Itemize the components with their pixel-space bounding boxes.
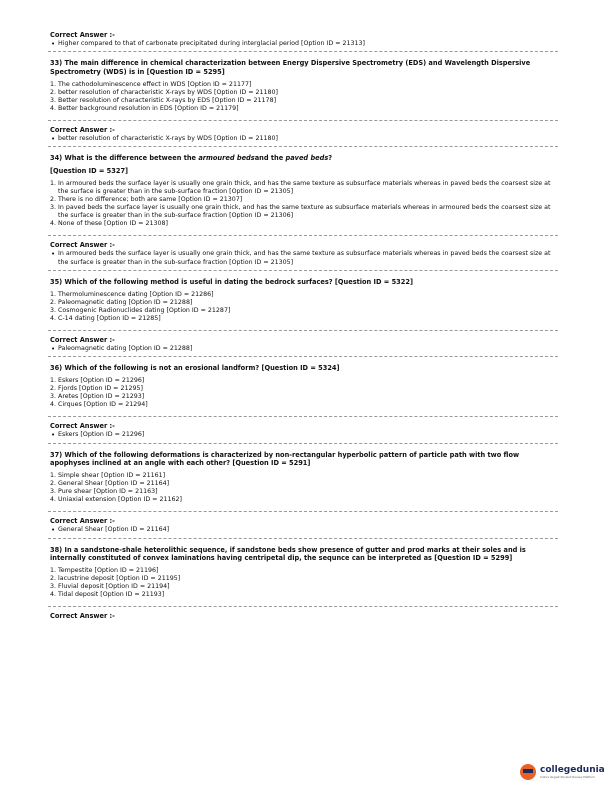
option-item: 2. There is no difference; both are same [Option ID = 21307] [50, 195, 243, 203]
question-block-38 [48, 539, 558, 607]
answer-block-34 [48, 236, 558, 270]
question-paper-page [48, 26, 558, 623]
option-item: 3. Better resolution of characteristic X-rays by EDS [Option ID = 21178] [50, 96, 277, 104]
option-item: 1. In armoured beds the surface layer is usually one grain thick, and has the same texture as subsurface materials whereas in paved beds the coarsest size at the surface is greater than in the sub-surface fraction [Option ID = 21305] [50, 179, 551, 195]
question-text-emphasis: armoured beds [198, 154, 255, 163]
question-block-34 [48, 147, 558, 235]
correct-answer-label: Correct Answer :- [50, 335, 115, 344]
option-item: 4. Better background resolution in EDS [Option ID = 21179] [50, 104, 239, 112]
options-list [50, 567, 556, 599]
logo-tagline: India's largest Student Review Platform [540, 775, 596, 779]
answer-block-32 [48, 26, 558, 51]
correct-answer-label: Correct Answer :- [50, 517, 115, 526]
option-item: 4. None of these [Option ID = 21308] [50, 220, 168, 228]
option-item: 4. Tidal deposit [Option ID = 21193] [50, 591, 165, 599]
option-item: 1. Eskers [Option ID = 21296] [50, 376, 145, 384]
correct-answer-text: • better resolution of characteristic X-rays by WDS [Option ID = 21180] [50, 135, 556, 143]
question-block-37 [48, 444, 558, 512]
option-item: 3. Pure shear [Option ID = 21163] [50, 488, 158, 496]
correct-answer-label: Correct Answer :- [50, 422, 115, 431]
option-item: 2. Paleomagnetic dating [Option ID = 21288] [50, 298, 193, 306]
question-id: [Question ID = 5327] [50, 166, 129, 175]
correct-answer-label: Correct Answer :- [50, 31, 115, 39]
option-item: 4. Cirques [Option ID = 21294] [50, 401, 148, 409]
option-item: 4. Uniaxial extension [Option ID = 21162] [50, 496, 182, 504]
question-block-36 [48, 357, 558, 416]
correct-answer-text: • General Shear [Option ID = 21164] [50, 526, 556, 534]
question-text: 36) Which of the following is not an erosional landform? [Question ID = 5324] [50, 364, 340, 373]
options-list [50, 291, 556, 323]
question-text-part: and the [254, 154, 286, 163]
correct-answer-label: Correct Answer :- [50, 125, 115, 134]
logo-name: collegedunia [540, 765, 605, 775]
options-list [50, 81, 556, 113]
question-text: 33) The main difference in chemical characterization between Energy Dispersive Spectrometry (EDS) and Wavelength Dispersive Spectrometry (WDS) is in [Question ID = 5295] [50, 59, 531, 76]
correct-answer-text: • Higher compared to that of carbonate precipitated during interglacial period [Option ID = 21313] [50, 40, 556, 48]
correct-answer-text: • In armoured beds the surface layer is usually one grain thick, and has the same texture as subsurface materials whereas in paved beds the coarsest size at the surface is greater than in the sub-surface fraction [Option ID = 21305] [50, 250, 556, 267]
question-text: 35) Which of the following method is useful in dating the bedrock surfaces? [Question ID = 5322] [50, 277, 413, 286]
correct-answer-text: • Eskers [Option ID = 21296] [50, 431, 556, 439]
question-text-emphasis: paved beds [285, 154, 329, 163]
option-item: 3. In paved beds the surface layer is usually one grain thick, and has the same texture as subsurface materials whereas in armoured beds the coarsest size at the surface is greater than in the sub-surface fraction [Option ID = 21306] [50, 203, 551, 219]
collegedunia-logo [520, 764, 605, 780]
answer-block-35 [48, 331, 558, 356]
answer-block-36 [48, 417, 558, 442]
options-list [50, 180, 556, 229]
answer-block-37 [48, 512, 558, 537]
question-block-33 [48, 52, 558, 120]
correct-answer-text: • Paleomagnetic dating [Option ID = 21288] [50, 345, 556, 353]
correct-answer-label: Correct Answer :- [50, 241, 115, 250]
option-item: 3. Fluvial deposit [Option ID = 21194] [50, 583, 170, 591]
option-item: 1. Thermoluminescence dating [Option ID = 21286] [50, 290, 214, 298]
question-text: 37) Which of the following deformations is characterized by non-rectangular hyperbolic pattern of particle path with two flow apophyses inclined at an angle with each other? [Question ID = 5291] [50, 450, 520, 468]
option-item: 2. General Shear [Option ID = 21164] [50, 479, 170, 487]
option-item: 1. The cathodoluminescence effect in WDS [Option ID = 21177] [50, 80, 252, 88]
option-item: 3. Cosmogenic Radionuclides dating [Option ID = 21287] [50, 306, 231, 314]
option-item: 2. lacustrine deposit [Option ID = 21195] [50, 574, 181, 582]
question-text: 38) In a sandstone-shale heterolithic sequence, if sandstone beds show presence of gutter and prod marks at their soles and is internally constituted of convex laminations having centripetal dip, the sequnce can be interpreted as [Question ID = 5299] [50, 545, 526, 563]
logo-text-group [540, 765, 605, 779]
option-item: 4. C-14 dating [Option ID = 21285] [50, 314, 161, 322]
option-item: 1. Simple shear [Option ID = 21161] [50, 471, 166, 479]
answer-block-38 [48, 607, 558, 623]
options-list [50, 377, 556, 409]
options-list [50, 472, 556, 504]
option-item: 2. better resolution of characteristic X-rays by WDS [Option ID = 21180] [50, 88, 278, 96]
question-text-part: 34) What is the difference between the [50, 154, 199, 163]
option-item: 2. Fjords [Option ID = 21295] [50, 385, 143, 392]
option-item: 3. Aretes [Option ID = 21293] [50, 393, 145, 401]
question-text [50, 154, 556, 163]
option-item: 1. Tempestite [Option ID = 21196] [50, 566, 159, 574]
correct-answer-label: Correct Answer :- [50, 612, 115, 621]
graduation-cap-icon [520, 764, 536, 780]
answer-block-33 [48, 121, 558, 146]
question-block-35 [48, 271, 558, 330]
question-text-part: ? [328, 154, 333, 163]
